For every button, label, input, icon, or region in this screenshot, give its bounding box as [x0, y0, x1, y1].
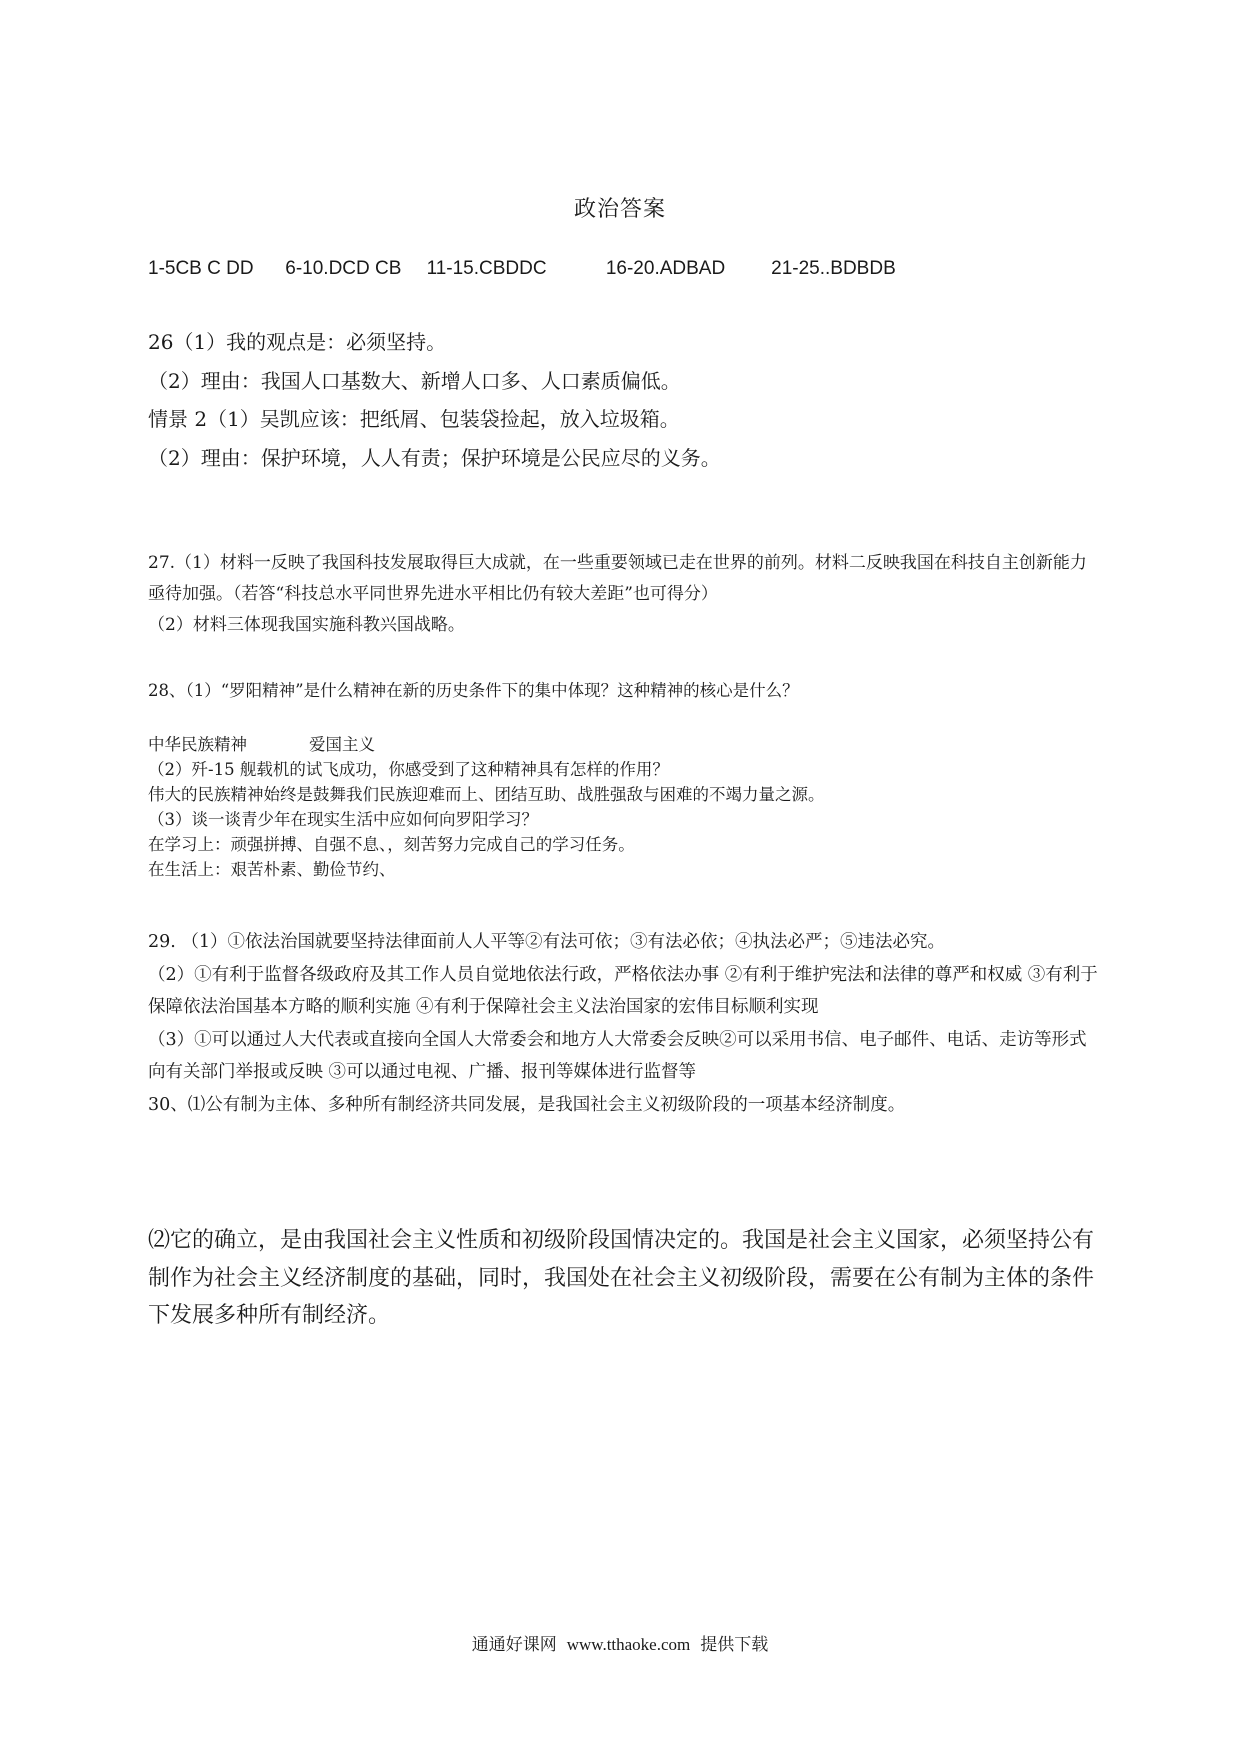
- answer-group-6-10: 6-10.DCD CB: [285, 258, 402, 279]
- answer-group-21-25: 21-25..BDBDB: [771, 258, 896, 279]
- page-title: 政治答案: [573, 197, 666, 222]
- q27-paragraph-1: 27.（1）材料一反映了我国科技发展取得巨大成就，在一些重要领域已走在世界的前列。材料二反映我国在科技自主创新能力亟待加强。（若答“科技总水平同世界先进水平相比仍有较大差距”也可得分）: [148, 553, 1087, 604]
- q27-paragraph-2: （2）材料三体现我国实施科教兴国战略。: [148, 615, 465, 635]
- footer-tail: 提供下载: [700, 1635, 769, 1655]
- answer-group-16-20: 16-20.ADBAD: [605, 258, 726, 279]
- q26-line-1: 26（1）我的观点是：必须坚持。: [148, 330, 447, 354]
- question-29-answer: [148, 926, 1098, 1121]
- answer-group-1-5: 1-5CB C DD: [148, 258, 254, 279]
- q26-line-3: 情景 2（1）吴凯应该：把纸屑、包装袋捡起，放入垃圾箱。: [148, 407, 680, 431]
- q29-part-1: 29. （1）①依法治国就要坚持法律面前人人平等②有法可依；③有法必依；④执法必严；⑤违法必究。: [148, 932, 946, 952]
- q29-part-2: （2）①有利于监督各级政府及其工作人员自觉地依法行政，严格依法办事 ②有利于维护宪法和法律的尊严和权威 ③有利于保障依法治国基本方略的顺利实施 ④有利于保障社会主义法治国家的宏伟目标顺利实现: [148, 964, 1098, 1017]
- q28-answer-3-study: 在学习上：顽强拼搏、自强不息、，刻苦努力完成自己的学习任务。: [148, 835, 635, 854]
- answer-group-11-15: 11-15.CBDDC: [426, 258, 547, 279]
- question-28-answer: [148, 732, 1098, 882]
- q28-question-1: 28、（1）“罗阳精神”是什么精神在新的历史条件下的集中体现？这种精神的核心是什么？: [148, 681, 799, 700]
- question-28-prompt: [148, 678, 1098, 704]
- q30-part-1: 30、⑴公有制为主体、多种所有制经济共同发展，是我国社会主义初级阶段的一项基本经济制度。: [148, 1094, 906, 1115]
- q26-line-4: （2）理由：保护环境，人人有责；保护环境是公民应尽的义务。: [148, 445, 721, 470]
- question-26-answer: [148, 323, 1098, 477]
- q28-question-3: （3）谈一谈青少年在现实生活中应如何向罗阳学习？: [148, 810, 538, 829]
- question-30-answer: [148, 1222, 1098, 1335]
- q28-answer-3-life: 在生活上：艰苦朴素、勤俭节约、: [148, 860, 396, 879]
- footer-url[interactable]: www.tthaoke.com: [566, 1635, 691, 1654]
- page-footer: [0, 1630, 1240, 1655]
- q28-answer-1-right: 爱国主义: [309, 735, 375, 754]
- q26-line-2: （2）理由：我国人口基数大、新增人口多、人口素质偏低。: [148, 368, 681, 393]
- q28-question-2: （2）歼-15 舰载机的试飞成功，你感受到了这种精神具有怎样的作用？: [148, 760, 669, 779]
- question-27-answer: [148, 548, 1098, 641]
- q30-part-2: ⑵它的确立，是由我国社会主义性质和初级阶段国情决定的。我国是社会主义国家，必须坚持公有制作为社会主义经济制度的基础，同时，我国处在社会主义初级阶段，需要在公有制为主体的条件下发展多种所有制经济。: [148, 1228, 1095, 1328]
- footer-site-name: 通通好课网: [471, 1635, 557, 1655]
- q28-answer-2: 伟大的民族精神始终是鼓舞我们民族迎难而上、团结互助、战胜强敌与困难的不竭力量之源。: [148, 785, 825, 804]
- choice-answers: [148, 258, 896, 280]
- q29-part-3: （3）①可以通过人大代表或直接向全国人大常委会和地方人大常委会反映②可以采用书信、电子邮件、电话、走访等形式向有关部门举报或反映 ③可以通过电视、广播、报刊等媒体进行监督等: [148, 1029, 1087, 1082]
- q28-answer-1-left: 中华民族精神: [148, 735, 247, 754]
- q28-answer-1: [148, 732, 1098, 757]
